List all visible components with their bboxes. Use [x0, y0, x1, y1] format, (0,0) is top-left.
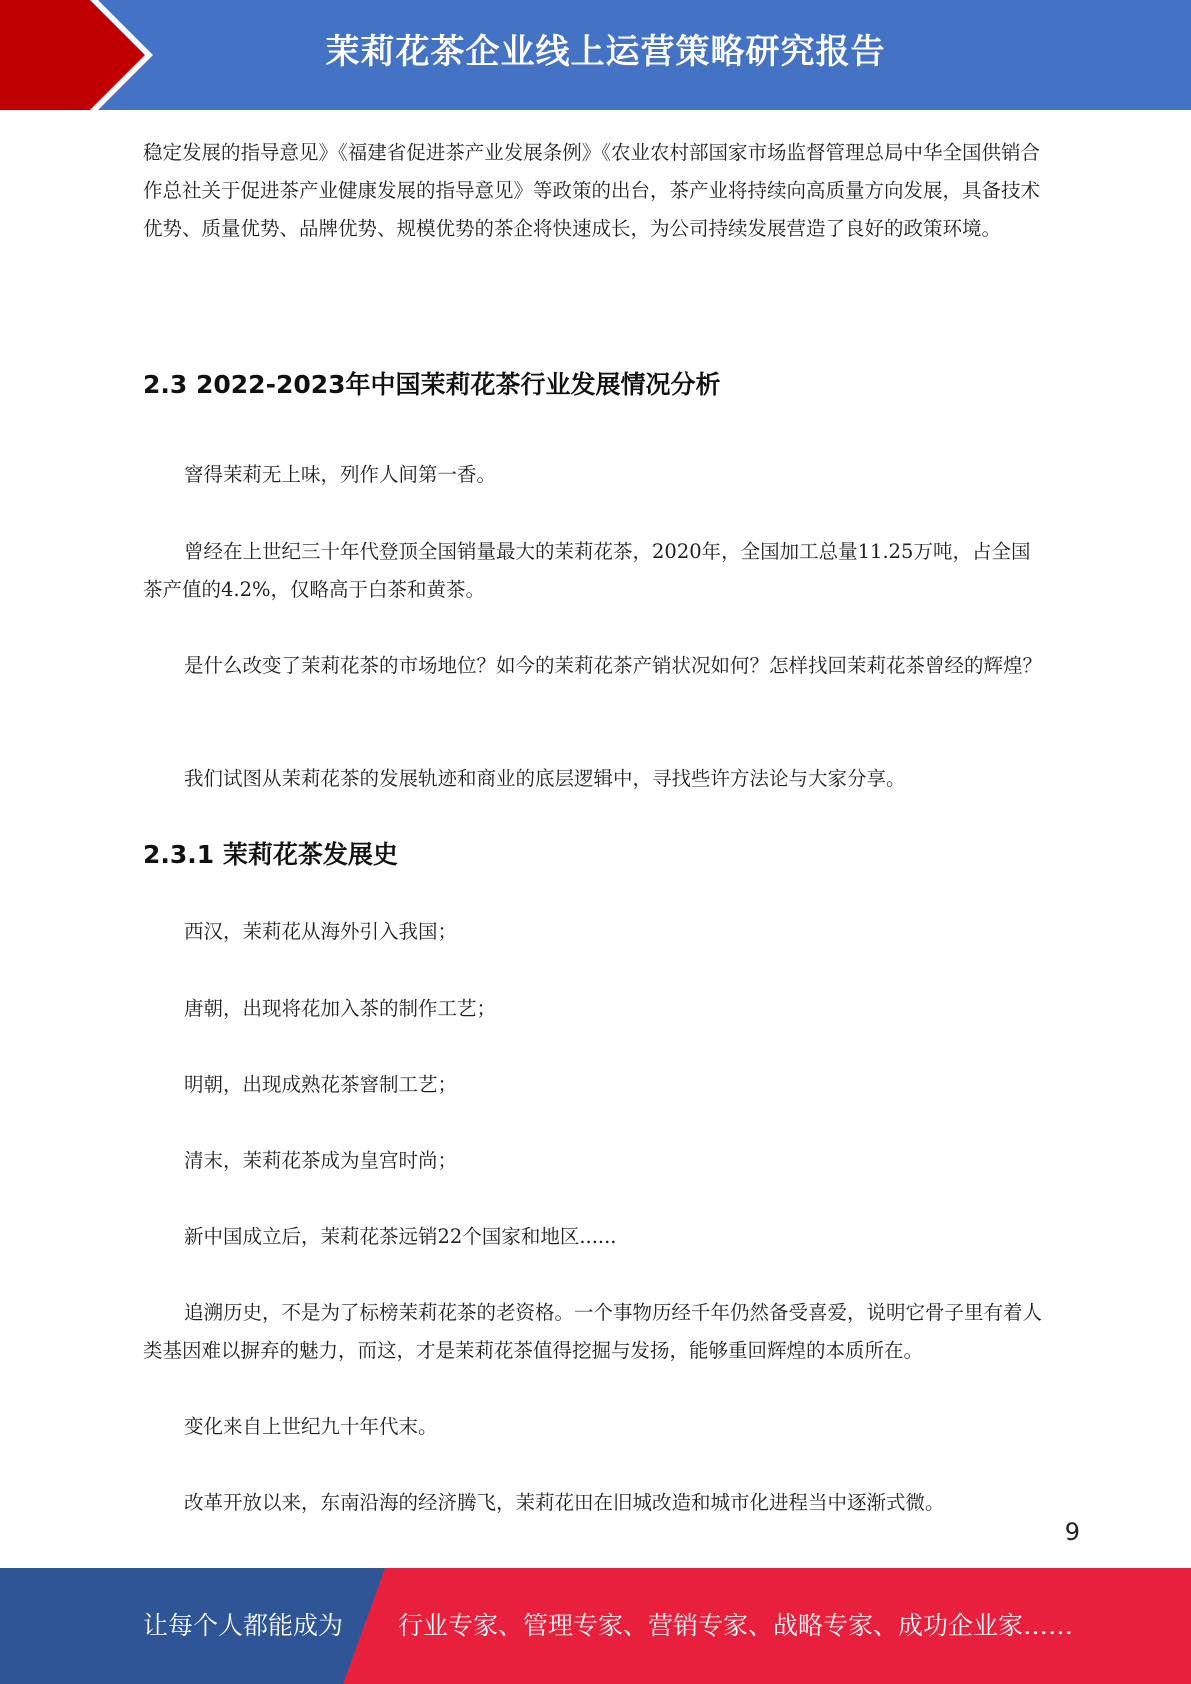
- history-item: 唐朝，出现将花加入茶的制作工艺；: [184, 997, 497, 1020]
- report-title: 茉莉花茶企业线上运营策略研究报告: [325, 32, 886, 72]
- history-item: 新中国成立后，茉莉花茶远销22个国家和地区......: [184, 1225, 617, 1248]
- page-header: [0, 0, 1191, 110]
- page-number: 9: [1064, 1518, 1080, 1546]
- footer-slogan-left: 让每个人都能成为: [143, 1611, 344, 1640]
- section-paragraph: 我们试图从茉莉花茶的发展轨迹和商业的底层逻辑中，寻找些许方法论与大家分享。: [184, 767, 906, 790]
- subsection-heading: 2.3.1 茉莉花茶发展史: [143, 840, 398, 869]
- history-item: 西汉，茉莉花从海外引入我国；: [184, 920, 458, 943]
- history-item: 清末，茉莉花茶成为皇宫时尚；: [184, 1149, 458, 1172]
- intro-paragraph: 稳定发展的指导意见》《福建省促进茶产业发展条例》《农业农村部国家市场监督管理总局中华全国供销合作总社关于促进茶产业健康发展的指导意见》等政策的出台，茶产业将持续向高质量方向发展，具备技术优势、质量优势、品牌优势、规模优势的茶企将快速成长，为公司持续发展营造了良好的政策环境。: [143, 141, 1041, 240]
- history-paragraph: 变化来自上世纪九十年代末。: [184, 1415, 438, 1438]
- footer-slogan-right: 行业专家、管理专家、营销专家、战略专家、成功企业家……: [398, 1611, 1074, 1640]
- section-paragraph: 曾经在上世纪三十年代登顶全国销量最大的茉莉花茶，2020年，全国加工总量11.25万吨，占全国茶产值的4.2%，仅略高于白茶和黄茶。: [143, 540, 1031, 601]
- section-paragraph: 窨得茉莉无上味，列作人间第一香。: [184, 463, 497, 486]
- section-heading: 2.3 2022-2023年中国茉莉花茶行业发展情况分析: [143, 370, 721, 399]
- section-paragraph: 是什么改变了茉莉花茶的市场地位？如今的茉莉花茶产销状况如何？怎样找回茉莉花茶曾经的辉煌？: [184, 654, 1043, 677]
- history-paragraph: 改革开放以来，东南沿海的经济腾飞，茉莉花田在旧城改造和城市化进程当中逐渐式微。: [184, 1491, 945, 1514]
- history-item: 明朝，出现成熟花茶窨制工艺；: [184, 1073, 458, 1096]
- page-footer: [0, 1568, 1191, 1684]
- history-paragraph: 追溯历史，不是为了标榜茉莉花茶的老资格。一个事物历经千年仍然备受喜爱，说明它骨子里有着人类基因难以摒弃的魅力，而这，才是茉莉花茶值得挖掘与发扬，能够重回辉煌的本质所在。: [143, 1301, 1043, 1362]
